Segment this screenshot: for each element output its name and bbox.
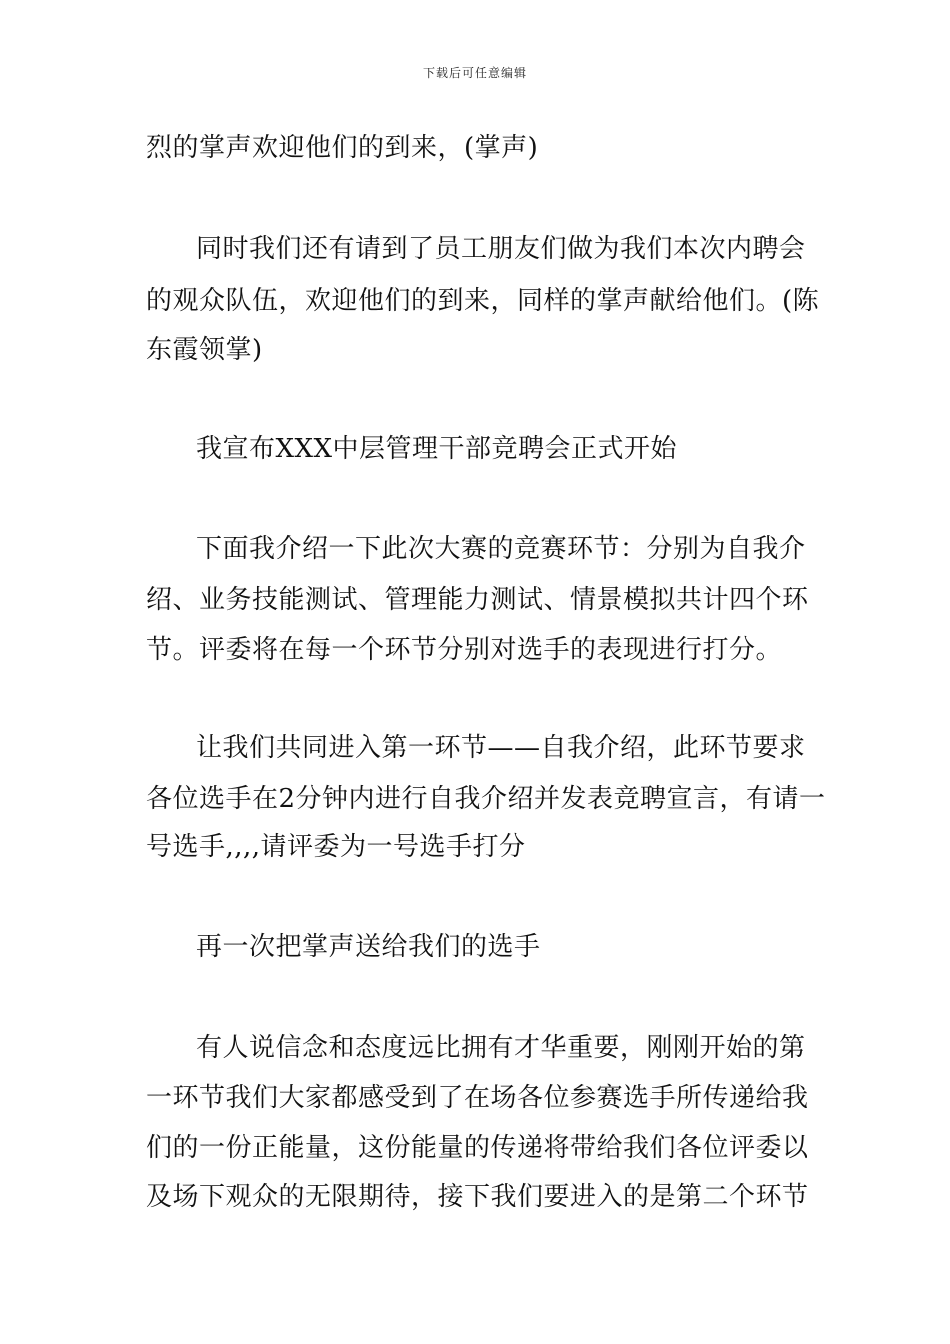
text-line: 各位选手在2分钟内进行自我介绍并发表竞聘宣言，有请一 <box>146 784 826 814</box>
text-line: 我宣布XXX中层管理干部竞聘会正式开始 <box>196 434 678 464</box>
text-line: 们的一份正能量，这份能量的传递将带给我们各位评委以 <box>146 1133 809 1163</box>
text-line: 同时我们还有请到了员工朋友们做为我们本次内聘会 <box>196 234 806 264</box>
text-line: 再一次把掌声送给我们的选手 <box>196 932 541 962</box>
text-line: 号选手,,,,请评委为一号选手打分 <box>146 832 526 862</box>
page-header: 下载后可任意编辑 <box>422 66 527 80</box>
text-line: 让我们共同进入第一环节——自我介绍，此环节要求 <box>196 733 806 763</box>
text-line: 及场下观众的无限期待，接下我们要进入的是第二个环节 <box>146 1182 809 1212</box>
text-line: 节。评委将在每一个环节分别对选手的表现进行打分。 <box>146 635 783 665</box>
text-line: 的观众队伍，欢迎他们的到来，同样的掌声献给他们。(陈 <box>146 286 820 316</box>
text-line: 有人说信念和态度远比拥有才华重要，刚刚开始的第 <box>196 1033 806 1063</box>
text-line: 下面我介绍一下此次大赛的竞赛环节：分别为自我介 <box>196 534 806 564</box>
text-line: 烈的掌声欢迎他们的到来，(掌声) <box>146 133 539 163</box>
text-line: 绍、业务技能测试、管理能力测试、情景模拟共计四个环 <box>146 585 809 615</box>
text-line: 一环节我们大家都感受到了在场各位参赛选手所传递给我 <box>146 1083 809 1113</box>
text-line: 东霞领掌) <box>146 335 263 365</box>
